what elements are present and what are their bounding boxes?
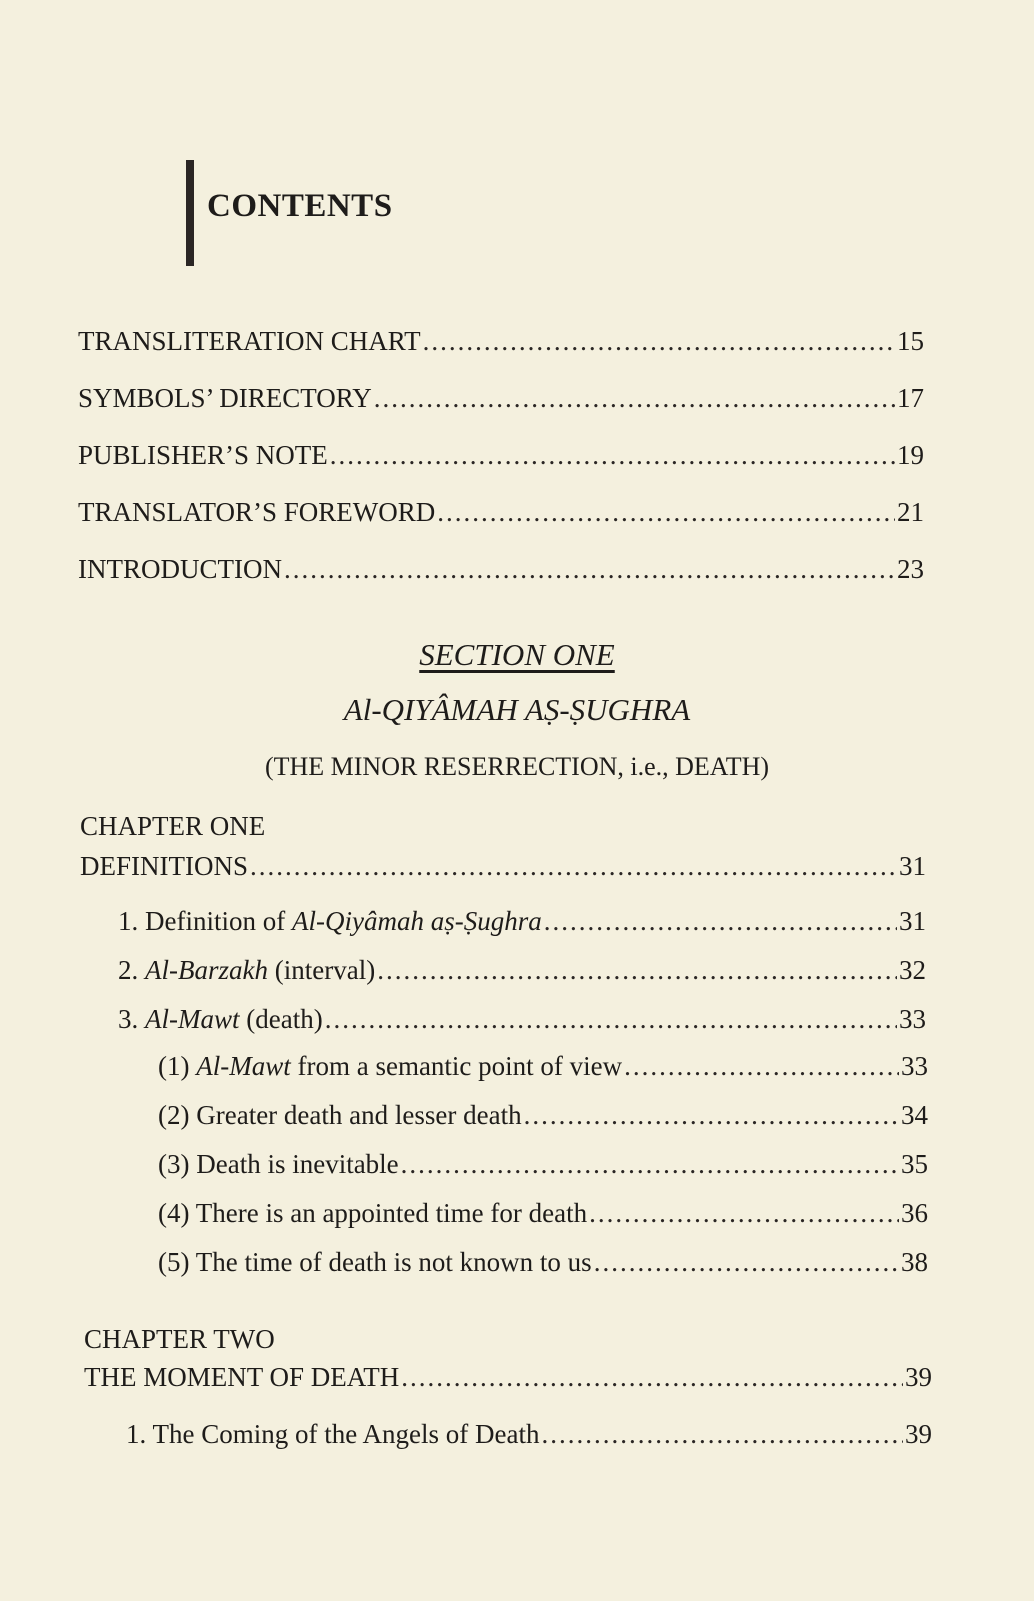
leader-dots	[330, 440, 895, 471]
leader-dots	[624, 1051, 899, 1082]
toc-entry	[78, 326, 924, 357]
item-italic-text: Al-Mawt	[145, 1004, 240, 1034]
item-number: (1)	[158, 1051, 190, 1081]
toc-entry	[84, 1362, 932, 1393]
toc-subentry	[158, 1100, 928, 1131]
toc-entry-page: 33	[899, 1004, 926, 1034]
item-number: 1.	[118, 906, 139, 936]
leader-dots	[377, 955, 897, 986]
toc-entry-label	[118, 955, 375, 986]
toc-entry	[78, 554, 924, 585]
item-number: 2.	[118, 955, 139, 985]
toc-entry	[78, 497, 924, 528]
item-text: (interval)	[267, 955, 376, 985]
item-text: from a semantic point of view	[290, 1051, 623, 1081]
toc-entry	[78, 383, 924, 414]
toc-entry-page: 21	[897, 497, 924, 527]
item-text: There is an appointed time for death	[195, 1198, 588, 1228]
item-text: The Coming of the Angels of Death	[152, 1419, 540, 1449]
toc-subentry	[158, 1198, 928, 1229]
section-description: (THE MINOR RESERRECTION, i.e., DEATH)	[264, 752, 770, 781]
toc-entry-label: TRANSLATOR’S FOREWORD	[78, 497, 436, 527]
item-text: Death is inevitable	[196, 1149, 399, 1179]
toc-entry-page: 32	[899, 955, 926, 985]
toc-entry-label	[158, 1198, 587, 1229]
toc-entry-page: 39	[905, 1419, 932, 1449]
toc-entry	[118, 906, 926, 937]
toc-subentry	[158, 1149, 928, 1180]
item-text: (death)	[239, 1004, 323, 1034]
toc-entry-page: 36	[901, 1198, 928, 1228]
leader-dots	[541, 1419, 903, 1450]
toc-entry-label	[158, 1100, 522, 1131]
leader-dots	[589, 1198, 899, 1229]
item-text: The time of death is not known to us	[195, 1247, 592, 1277]
toc-entry-label: INTRODUCTION	[78, 554, 282, 584]
toc-entry-page: 31	[899, 851, 926, 881]
toc-entry-page: 38	[901, 1247, 928, 1277]
leader-dots	[401, 1149, 899, 1180]
toc-entry-label	[118, 906, 542, 937]
item-number: 3.	[118, 1004, 139, 1034]
toc-entry-page: 39	[905, 1362, 932, 1392]
toc-entry	[126, 1419, 932, 1450]
toc-subentry	[158, 1247, 928, 1278]
chapter-label: CHAPTER TWO	[84, 1324, 275, 1354]
leader-dots	[544, 906, 897, 937]
leader-dots	[524, 1100, 899, 1131]
chapter-label: CHAPTER ONE	[80, 811, 266, 841]
toc-entry	[78, 440, 924, 471]
page-heading: CONTENTS	[207, 188, 393, 224]
toc-entry-page: 19	[897, 440, 924, 470]
toc-entry-page: 33	[901, 1051, 928, 1081]
toc-entry-label	[158, 1051, 622, 1082]
heading-rule	[186, 160, 194, 266]
toc-entry-label: TRANSLITERATION CHART	[78, 326, 421, 356]
item-number: (3)	[158, 1149, 190, 1179]
item-italic-text: Al-Qiyâmah aṣ-Ṣughra	[291, 906, 542, 936]
leader-dots	[401, 1362, 903, 1393]
leader-dots	[374, 383, 895, 414]
item-italic-text: Al-Barzakh	[145, 955, 268, 985]
toc-entry-label	[118, 1004, 323, 1035]
item-number: 1.	[126, 1419, 147, 1449]
toc-entry-label: SYMBOLS’ DIRECTORY	[78, 383, 372, 413]
toc-entry	[118, 1004, 926, 1035]
item-number: (2)	[158, 1100, 190, 1130]
section-subtitle: Al-QIYÂMAH AṢ-ṢUGHRA	[343, 692, 691, 727]
leader-dots	[284, 554, 895, 585]
item-text: Greater death and lesser death	[196, 1100, 522, 1130]
item-number: (5)	[158, 1247, 190, 1277]
chapter-title: DEFINITIONS	[80, 851, 248, 881]
toc-entry-page: 15	[897, 326, 924, 356]
toc-entry	[118, 955, 926, 986]
leader-dots	[437, 497, 895, 528]
toc-entry-page: 23	[897, 554, 924, 584]
item-text: Definition of	[145, 906, 292, 936]
leader-dots	[423, 326, 895, 357]
chapter-title: THE MOMENT OF DEATH	[84, 1362, 400, 1392]
toc-entry-label: PUBLISHER’S NOTE	[78, 440, 328, 470]
toc-entry-page: 31	[899, 906, 926, 936]
toc-entry-page: 17	[897, 383, 924, 413]
toc-entry-label	[126, 1419, 539, 1450]
toc-subentry	[158, 1051, 928, 1082]
toc-entry-label	[158, 1247, 592, 1278]
toc-entry-page: 35	[901, 1149, 928, 1179]
leader-dots	[325, 1004, 897, 1035]
item-italic-text: Al-Mawt	[196, 1051, 291, 1081]
toc-entry-label	[158, 1149, 399, 1180]
toc-entry	[80, 851, 926, 882]
item-number: (4)	[158, 1198, 190, 1228]
toc-entry-page: 34	[901, 1100, 928, 1130]
leader-dots	[250, 851, 897, 882]
leader-dots	[594, 1247, 899, 1278]
section-title: SECTION ONE	[419, 637, 615, 672]
